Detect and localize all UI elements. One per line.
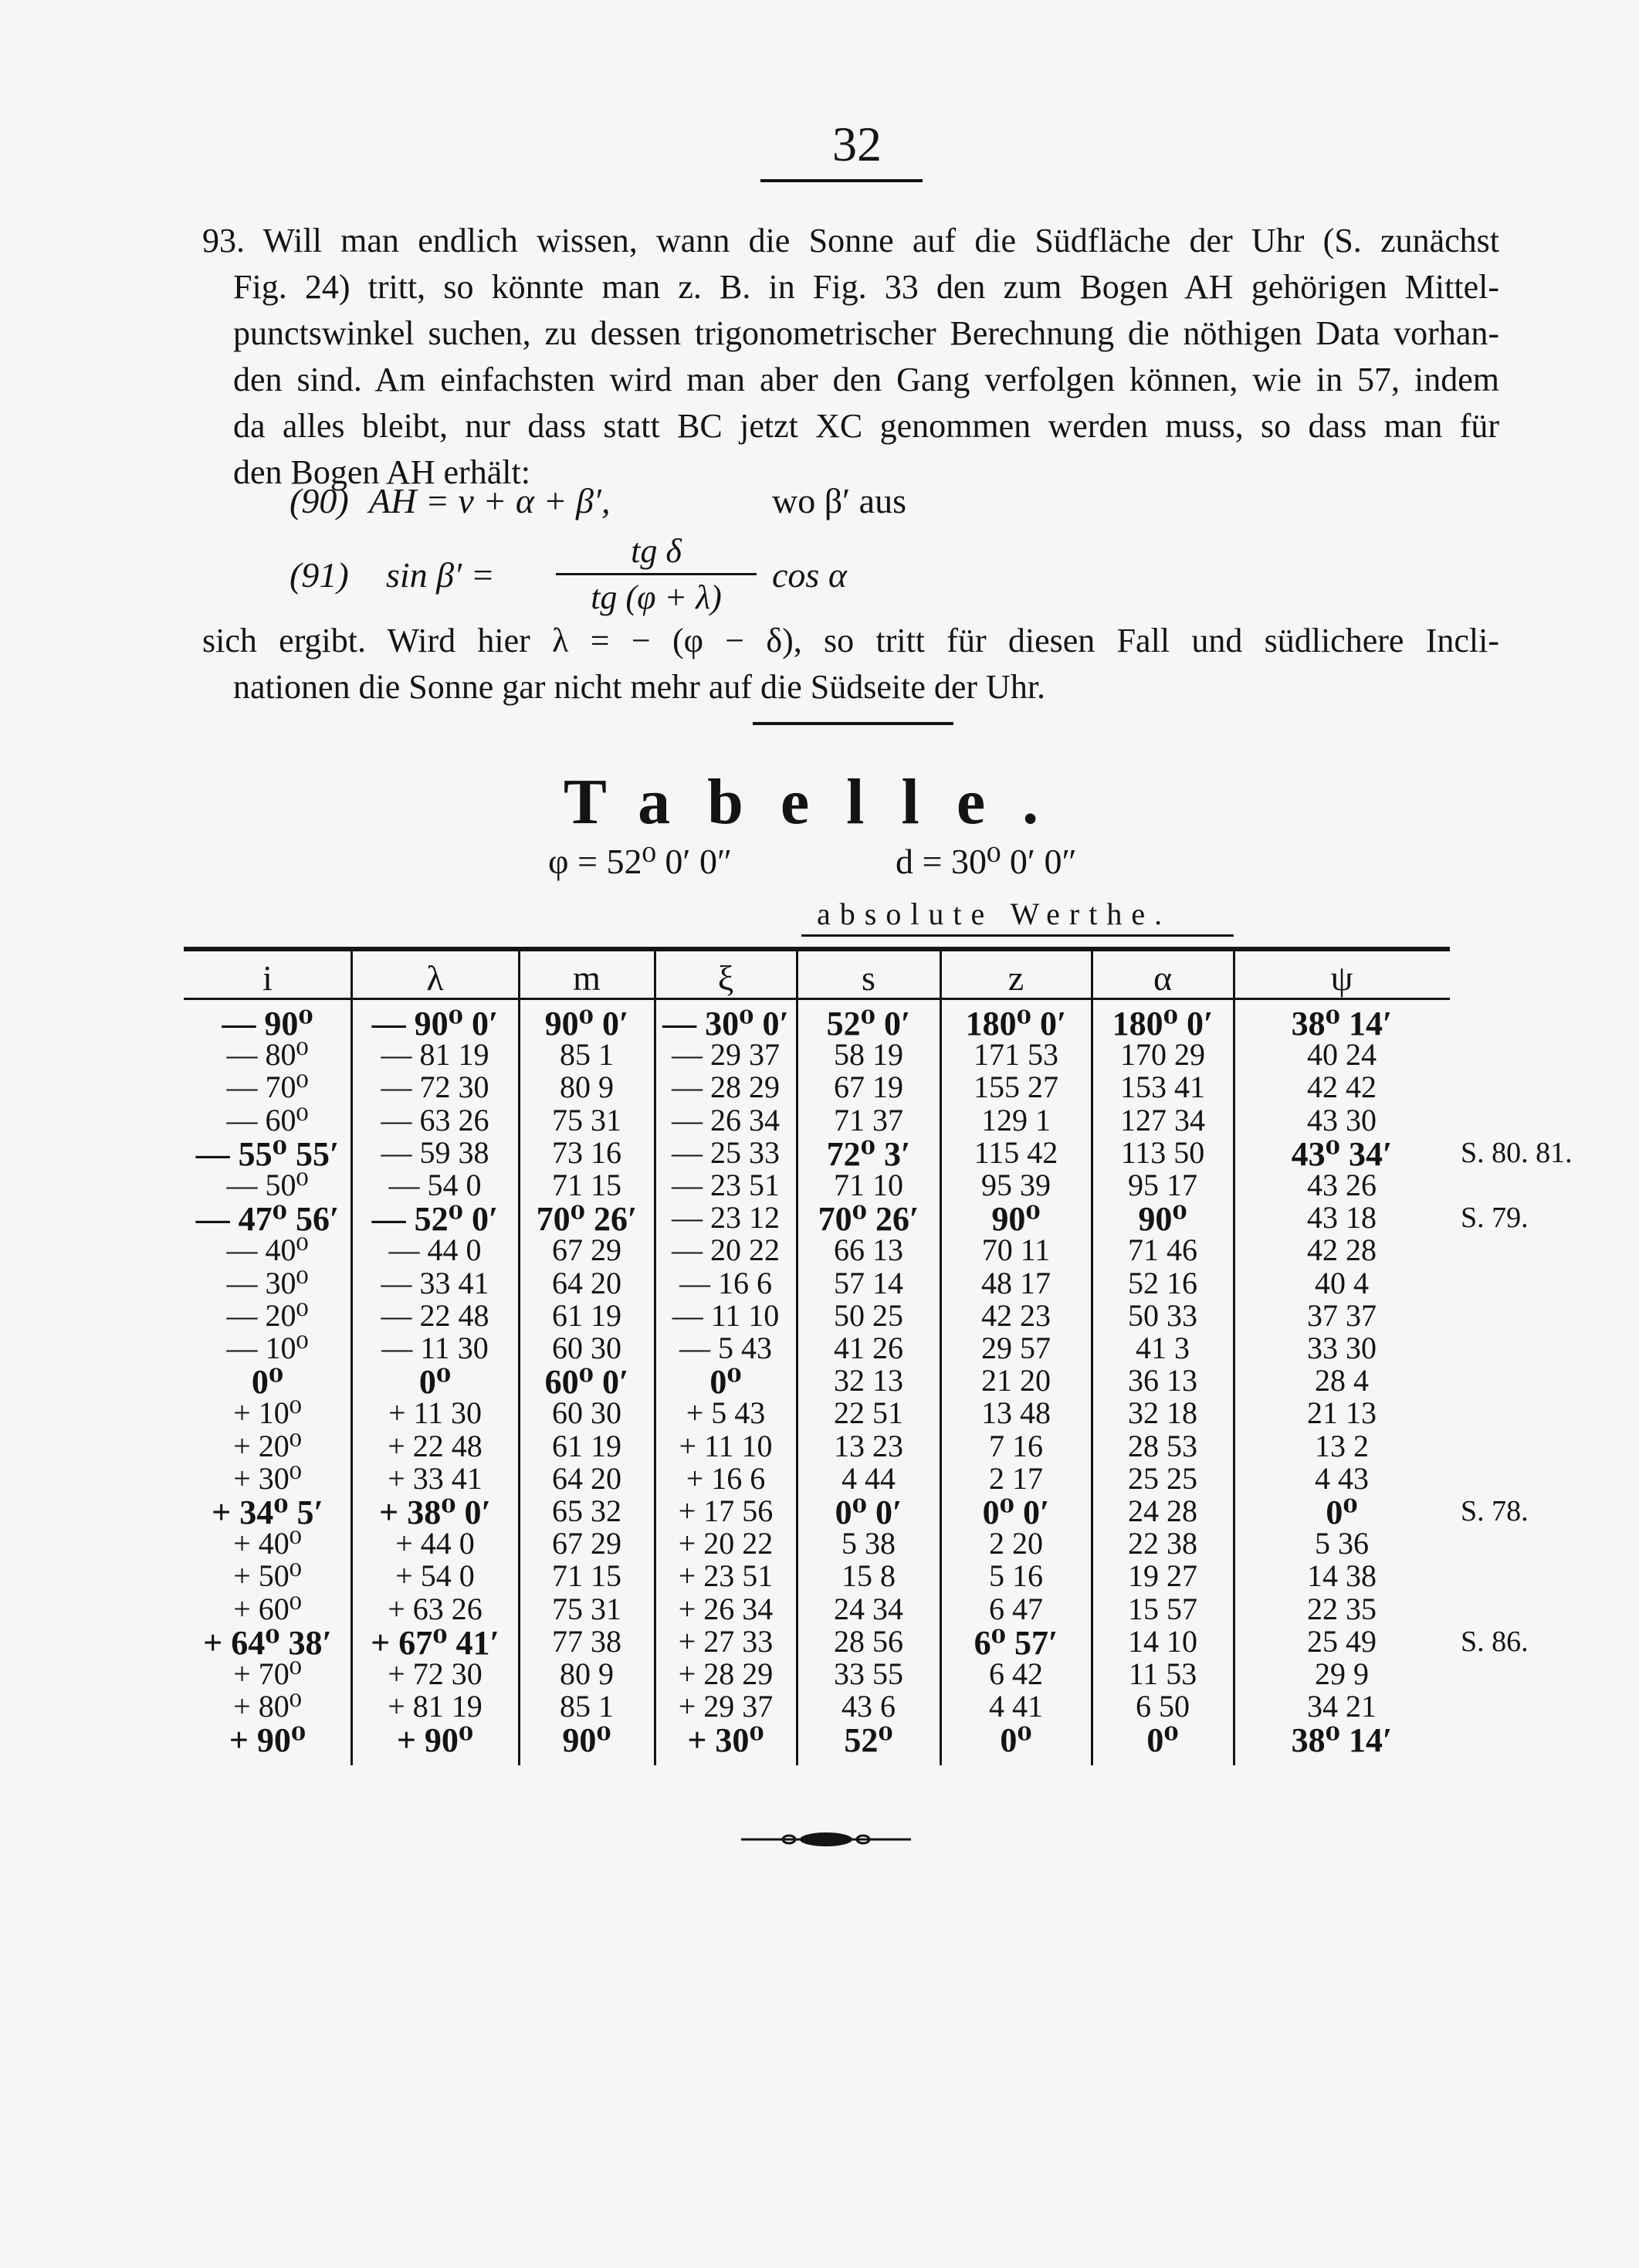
table-cell: + 22 48: [388, 1428, 483, 1463]
table-cell: 28 53: [1128, 1428, 1197, 1463]
table-cell: — 11 30: [381, 1331, 489, 1365]
table-cell: 72⁰ 3′: [826, 1134, 911, 1173]
table-cell: 170 29: [1120, 1037, 1205, 1073]
table-cell: 85 1: [560, 1037, 614, 1073]
table-cell: 5 16: [989, 1558, 1043, 1594]
table-cell: + 20⁰: [233, 1428, 302, 1463]
table-header-cell: z: [1007, 958, 1024, 998]
table-top-rule: [184, 947, 1450, 951]
table-cell: + 17 56: [678, 1493, 774, 1528]
table-cell: + 54 0: [395, 1558, 475, 1594]
table-cell: 14 38: [1307, 1558, 1377, 1594]
table-cell: + 67⁰ 41′: [371, 1623, 499, 1662]
table-cell: 75 31: [552, 1591, 621, 1626]
table-cell: 4 41: [989, 1689, 1043, 1724]
table-cell: 6⁰ 57′: [974, 1623, 1058, 1662]
table-cell: 0⁰ 0′: [982, 1493, 1050, 1531]
table-cell: 22 35: [1307, 1591, 1377, 1626]
table-cell: — 28 29: [672, 1070, 780, 1105]
table-cell: — 70⁰: [226, 1070, 309, 1105]
table-cell: 41 26: [834, 1331, 903, 1365]
table-cell: 60 30: [552, 1331, 621, 1365]
table-cell: 65 32: [552, 1493, 621, 1528]
table-cell: + 30⁰: [233, 1460, 302, 1496]
table-cell: 28 56: [834, 1623, 903, 1659]
table-cell: — 90⁰: [222, 1005, 313, 1042]
table-cell: 21 13: [1307, 1395, 1377, 1431]
table-cell: 0⁰: [1000, 1721, 1032, 1760]
table-cell: + 29 37: [678, 1689, 774, 1724]
table-cell: 60 30: [552, 1395, 621, 1431]
section-reference: S. 80. 81.: [1461, 1136, 1573, 1169]
table-cell: + 33 41: [388, 1460, 483, 1496]
table-cell: 33 30: [1307, 1331, 1377, 1365]
formula-90-expression: AH = v + α + β′,: [369, 481, 611, 520]
table-cell: + 70⁰: [233, 1656, 302, 1691]
table-cell: 0⁰: [709, 1363, 742, 1402]
table-header-cell: i: [262, 958, 273, 998]
paragraph-line: nationen die Sonne gar nicht mehr auf die Südseite der Uhr.: [233, 668, 1046, 706]
table-cell: 32 13: [834, 1363, 903, 1398]
table-cell: 28 4: [1315, 1363, 1369, 1398]
table-cell: — 26 34: [672, 1102, 780, 1137]
table-cell: 70 11: [981, 1232, 1051, 1268]
table-cell: 71 15: [552, 1558, 621, 1594]
table-cell: — 30⁰: [226, 1265, 309, 1300]
table-cell: 19 27: [1128, 1558, 1197, 1594]
table-cell: — 59 38: [381, 1134, 489, 1170]
section-reference: S. 86.: [1461, 1625, 1529, 1658]
table-cell: 80 9: [560, 1656, 614, 1691]
table-cell: 75 31: [552, 1102, 621, 1137]
table-cell: 15 57: [1128, 1591, 1197, 1626]
table-cell: 71 37: [834, 1102, 903, 1137]
table-cell: 38⁰ 14′: [1291, 1005, 1393, 1042]
formula-90-note: wo β′ aus: [772, 481, 907, 520]
table-header-cell: α: [1153, 958, 1173, 998]
table-cell: 43 30: [1307, 1102, 1377, 1137]
table-cell: — 90⁰ 0′: [371, 1005, 499, 1042]
table-cell: 50 33: [1128, 1297, 1197, 1333]
table-cell: — 44 0: [388, 1232, 482, 1268]
table-cell: 13 48: [981, 1395, 1051, 1431]
table-cell: 155 27: [974, 1070, 1058, 1105]
table-cell: + 80⁰: [233, 1689, 302, 1724]
table-cell: — 63 26: [381, 1102, 489, 1137]
table-cell: 52⁰ 0′: [826, 1005, 911, 1042]
table-cell: — 16 6: [679, 1265, 772, 1300]
absolute-values-rule: [801, 934, 1234, 937]
table-cell: 2 17: [989, 1460, 1043, 1496]
table-cell: 60⁰ 0′: [544, 1363, 629, 1402]
page-number: 32: [832, 117, 882, 171]
table-cell: + 16 6: [686, 1460, 766, 1496]
table-cell: 21 20: [981, 1363, 1051, 1398]
table-cell: + 44 0: [395, 1526, 475, 1561]
table-cell: + 5 43: [686, 1395, 766, 1431]
table-cell: 43 18: [1307, 1200, 1377, 1236]
table-cell: 77 38: [552, 1623, 621, 1659]
table-cell: 22 38: [1128, 1526, 1197, 1561]
table-cell: + 64⁰ 38′: [203, 1623, 332, 1662]
table-cell: 0⁰: [251, 1363, 284, 1402]
table-cell: 29 9: [1315, 1656, 1369, 1691]
table-cell: — 55⁰ 55′: [195, 1134, 340, 1173]
table-cell: 37 37: [1307, 1297, 1377, 1333]
table-cell: + 11 30: [388, 1395, 483, 1431]
table-cell: + 72 30: [388, 1656, 483, 1691]
table-cell: 80 9: [560, 1070, 614, 1105]
table-cell: 95 17: [1128, 1168, 1197, 1202]
table-cell: 153 41: [1120, 1070, 1205, 1105]
table-header-cell: m: [573, 958, 601, 998]
table-cell: 180⁰ 0′: [1112, 1005, 1214, 1042]
table-cell: 95 39: [981, 1168, 1051, 1202]
paragraph-line: punctswinkel suchen, zu dessen trigonometrischer Berechnung die nöthigen Data vorhan-: [233, 314, 1499, 352]
table-cell: — 52⁰ 0′: [371, 1200, 499, 1239]
table-cell: 64 20: [552, 1460, 621, 1496]
table-cell: — 23 12: [672, 1200, 780, 1236]
table-cell: 13 2: [1315, 1428, 1369, 1463]
table-cell: 57 14: [834, 1265, 903, 1300]
formula-91-lhs: sin β′ =: [386, 555, 495, 595]
table-cell: 14 10: [1128, 1623, 1197, 1659]
table-cell: + 38⁰ 0′: [379, 1493, 491, 1531]
table-cell: 5 38: [842, 1526, 896, 1561]
table-cell: 33 55: [834, 1656, 903, 1691]
table-cell: 32 18: [1128, 1395, 1197, 1431]
paragraph-after-formula: [202, 618, 1499, 710]
table-cell: + 30⁰: [687, 1721, 764, 1760]
section-separator: [753, 722, 953, 725]
table-cell: — 54 0: [388, 1168, 482, 1202]
table-cell: — 81 19: [381, 1037, 489, 1073]
table-cell: 29 57: [981, 1331, 1051, 1365]
table-cell: + 81 19: [388, 1689, 483, 1724]
formula-91-fraction-bar: [556, 573, 757, 575]
table-cell: 66 13: [834, 1232, 903, 1268]
table-cell: 67 29: [552, 1526, 621, 1561]
table-cell: 61 19: [552, 1297, 621, 1333]
table-cell: 48 17: [981, 1265, 1051, 1300]
table-header-cell: ξ: [717, 958, 734, 998]
table-cell: + 11 10: [679, 1428, 773, 1463]
table-cell: 127 34: [1120, 1102, 1205, 1137]
ornament-icon: [741, 1830, 911, 1849]
table-cell: + 34⁰ 5′: [212, 1493, 323, 1531]
paragraph-line: Fig. 24) tritt, so könnte man z. B. in Fig. 33 den zum Bogen AH gehörigen Mittel-: [233, 268, 1499, 306]
table-cell: — 10⁰: [226, 1331, 309, 1365]
table-cell: 6 42: [989, 1656, 1043, 1691]
absolute-values-label: absolute Werthe.: [817, 897, 1172, 931]
table-cell: 42 28: [1307, 1232, 1377, 1268]
table-cell: + 26 34: [678, 1591, 774, 1626]
paragraph-line: den sind. Am einfachsten wird man aber den Gang verfolgen können, wie in 57, indem: [233, 361, 1499, 398]
table-cell: 22 51: [834, 1395, 903, 1431]
formula-91-numerator: tg δ: [631, 532, 682, 570]
param-d: d = 30⁰ 0′ 0″: [896, 842, 1077, 881]
paragraph-line: 93. Will man endlich wissen, wann die Sonne auf die Südfläche der Uhr (S. zunächst: [202, 222, 1499, 259]
table-cell: 24 34: [834, 1591, 903, 1626]
table-cell: 73 16: [552, 1134, 621, 1170]
table-cell: 0⁰: [1146, 1721, 1179, 1760]
table-cell: 90⁰: [562, 1721, 611, 1760]
table-cell: 52 16: [1128, 1265, 1197, 1300]
table-cell: 67 29: [552, 1232, 621, 1268]
table-cell: — 11 10: [672, 1297, 780, 1333]
table-cell: 43 6: [842, 1689, 896, 1724]
formula-90-label: (90): [290, 481, 349, 520]
table-cell: — 33 41: [381, 1265, 489, 1300]
table-cell: 6 50: [1136, 1689, 1190, 1724]
table-cell: 34 21: [1307, 1689, 1377, 1724]
param-phi: φ = 52⁰ 0′ 0″: [548, 842, 733, 881]
table-cell: 67 19: [834, 1070, 903, 1105]
table-cell: 41 3: [1136, 1331, 1190, 1365]
table-cell: 52⁰: [844, 1721, 893, 1760]
table-cell: 11 53: [1128, 1656, 1197, 1691]
formula-91-label: (91): [290, 555, 349, 595]
table-cell: 64 20: [552, 1265, 621, 1300]
table-cell: 13 23: [834, 1428, 903, 1463]
table-cell: 61 19: [552, 1428, 621, 1463]
table-cell: — 50⁰: [226, 1168, 309, 1202]
table-cell: — 60⁰: [226, 1102, 309, 1137]
table-cell: 40 24: [1307, 1037, 1377, 1073]
table-title: Tabelle.: [563, 766, 1076, 838]
table-cell: 71 10: [834, 1168, 903, 1202]
table-cell: 42 42: [1307, 1070, 1377, 1105]
table-cell: — 30⁰ 0′: [662, 1005, 789, 1042]
table-cell: 113 50: [1120, 1134, 1205, 1170]
table-cell: + 28 29: [678, 1656, 774, 1691]
table-cell: + 27 33: [678, 1623, 774, 1659]
table-cell: 4 44: [842, 1460, 896, 1496]
table-cell: 7 16: [989, 1428, 1043, 1463]
table-cell: 71 15: [552, 1168, 621, 1202]
table-cell: — 20 22: [672, 1232, 780, 1268]
table-cell: 43 26: [1307, 1168, 1377, 1202]
table-cell: — 29 37: [672, 1037, 780, 1073]
table-cell: + 60⁰: [233, 1591, 302, 1626]
table-cell: 70⁰ 26′: [536, 1200, 638, 1239]
table-cell: 38⁰ 14′: [1291, 1721, 1393, 1760]
table-cell: 0⁰: [418, 1363, 452, 1402]
table-cell: 36 13: [1128, 1363, 1197, 1398]
table-cell: 24 28: [1128, 1493, 1197, 1528]
table-cell: + 90⁰: [396, 1721, 474, 1760]
table-cell: + 23 51: [678, 1558, 774, 1594]
table-cell: 43⁰ 34′: [1291, 1134, 1393, 1173]
table-cell: 0⁰: [1326, 1493, 1358, 1531]
section-reference: S. 79.: [1461, 1202, 1529, 1235]
table-cell: — 22 48: [381, 1297, 489, 1333]
table-cell: — 23 51: [672, 1168, 780, 1202]
table-cell: — 25 33: [672, 1134, 780, 1170]
table-cell: 6 47: [989, 1591, 1043, 1626]
table-cell: + 20 22: [678, 1526, 774, 1561]
paragraph-93: [202, 218, 1499, 496]
table-cell: — 72 30: [381, 1070, 489, 1105]
formula-91-rhs: cos α: [772, 555, 847, 595]
table-cell: 180⁰ 0′: [965, 1005, 1067, 1042]
table-cell: — 20⁰: [226, 1297, 309, 1333]
table-cell: 25 49: [1307, 1623, 1377, 1659]
paragraph-line: den Bogen AH erhält:: [233, 453, 530, 491]
table-cell: 25 25: [1128, 1460, 1197, 1496]
table-cell: — 40⁰: [226, 1232, 309, 1268]
table-header-cell: λ: [426, 958, 444, 998]
table-cell: 40 4: [1315, 1265, 1369, 1300]
table-header-cell: s: [862, 958, 875, 998]
table-cell: — 47⁰ 56′: [195, 1200, 340, 1239]
table-cell: 171 53: [974, 1037, 1058, 1073]
page-number-rule: [760, 179, 923, 182]
table-header-cell: ψ: [1330, 958, 1353, 998]
table-cell: 85 1: [560, 1689, 614, 1724]
table-cell: 15 8: [842, 1558, 896, 1594]
paragraph-line: sich ergibt. Wird hier λ = − (φ − δ), so tritt für diesen Fall und südlichere Incli-: [202, 622, 1499, 659]
table-cell: + 63 26: [388, 1591, 483, 1626]
formula-91-denominator: tg (φ + λ): [591, 578, 722, 616]
table-cell: + 10⁰: [233, 1395, 302, 1431]
table-cell: 5 36: [1315, 1526, 1369, 1561]
table-cell: + 90⁰: [229, 1721, 306, 1760]
table-cell: + 40⁰: [233, 1526, 302, 1561]
table-cell: 58 19: [834, 1037, 903, 1073]
table-cell: 4 43: [1315, 1460, 1369, 1496]
table-cell: 90⁰: [991, 1200, 1041, 1239]
table-cell: — 80⁰: [226, 1037, 309, 1073]
table-cell: — 5 43: [679, 1331, 772, 1365]
table-cell: 2 20: [989, 1526, 1043, 1561]
paragraph-line: da alles bleibt, nur dass statt BC jetzt XC genommen werden muss, so dass man für: [233, 407, 1499, 445]
table-cell: + 50⁰: [233, 1558, 302, 1594]
table-cell: 70⁰ 26′: [818, 1200, 919, 1239]
table-cell: 71 46: [1128, 1232, 1197, 1268]
section-reference: S. 78.: [1461, 1495, 1529, 1527]
table-cell: 115 42: [974, 1134, 1058, 1170]
table-cell: 0⁰ 0′: [835, 1493, 902, 1531]
table-cell: 50 25: [834, 1297, 903, 1333]
table-cell: 42 23: [981, 1297, 1051, 1333]
table-cell: 90⁰ 0′: [544, 1005, 629, 1042]
table-cell: 129 1: [981, 1102, 1051, 1137]
table-cell: 90⁰: [1138, 1200, 1187, 1239]
